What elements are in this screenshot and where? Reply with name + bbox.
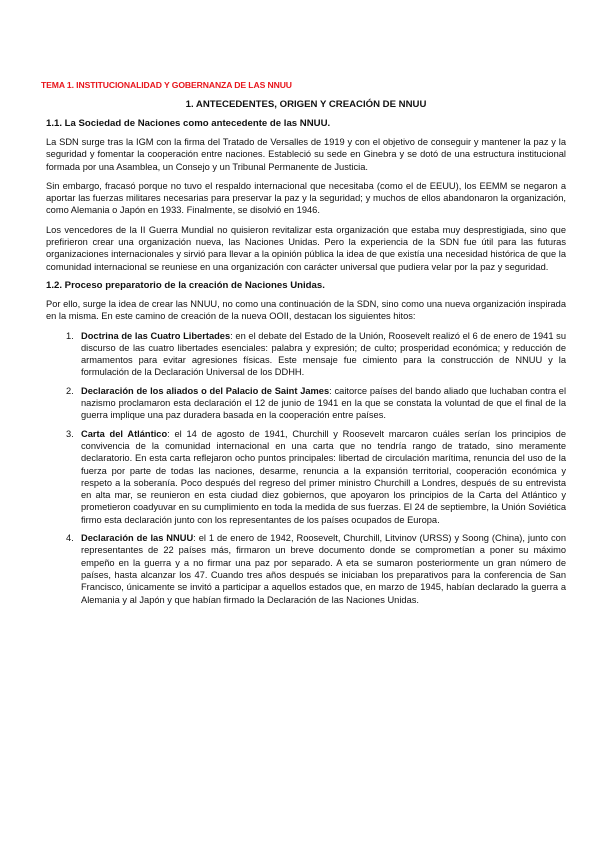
list-item-number: 1. — [66, 330, 74, 341]
list-item — [46, 385, 566, 422]
subsection-1-1-title: 1.1. La Sociedad de Naciones como antecedente de las NNUU. — [46, 118, 331, 129]
list-item-number: 3. — [66, 428, 74, 439]
subsection-1-2-title: 1.2. Proceso preparatorio de la creación de Naciones Unidas. — [46, 279, 325, 291]
paragraph-sdn-origin: La SDN surge tras la IGM con la firma del Tratado de Versalles de 1919 y con el objetivo de conseguir y mantener la paz y la seguridad y fomentar la cooperación entre naciones. Estableció su sede en Ginebra y se dotó de una estructura institucional formada por una Asamblea, un Consejo y un Tribunal Permanente de Justicia. — [46, 137, 566, 172]
list-item-term: Doctrina de las Cuatro Libertades — [81, 330, 231, 341]
paragraph-nnuu-intro: Por ello, surge la idea de crear las NNUU, no como una continuación de la SDN, sino como una nueva organización inspirada en la misma. En este camino de creación de la nueva OOII, destacan los siguientes hitos: — [46, 298, 566, 322]
list-item-number: 4. — [66, 533, 74, 544]
milestones-list — [46, 330, 566, 606]
paragraph-sdn-failure: Sin embargo, fracasó porque no tuvo el respaldo internacional que necesitaba (como el de EEUU), los EEMM se negaron a aportar las fuerzas militares necesarias para preservar la paz y la seguridad; y muchos de ellos abandonaron la organización, como Alemania o Japón en 1933. Finalmente, se disolvió en 1946. — [46, 180, 566, 216]
list-item-term: Declaración de los aliados o del Palacio de Saint James — [81, 385, 330, 396]
list-item-text: : el 1 de enero de 1942, Roosevelt, Churchill, Litvinov (URSS) y Soong (China), junto con representantes de 22 países más, firmaron un breve documento donde se comprometían a poner su máximo empeño en la guerra y a no firmar una paz por separado. A eta se sumaron posteriormente un gran número de países, hasta alcanzar los 47. Cuando tres años después se iniciaban los preparativos para la conferencia de San Francisco, únicamente se invitó a participar a aquellos estados que, en marzo de 1945, habían declarado la guerra a Alemania y al Japón y que habían firmado la Declaración de las Naciones Unidas. — [81, 533, 566, 605]
list-item-term: Declaración de las NNUU — [81, 533, 194, 544]
list-item-text: : el 14 de agosto de 1941, Churchill y Roosevelt marcaron cuáles serían los principios de convivencia de la comunidad internacional en una carta que no tendría rango de tratado, sino meramente declaratorio. En esta carta reflejaron ocho puntos principales: libertad de circulación marítima, renuncia del uso de la fuerza por parte de todas las naciones, desarme, renuncia a la expansión territorial, cooperación económica y respeto a la soberanía. Poco después del regreso del primer ministro Churchill a Londres, después de su entrevista en alta mar, se reunieron en esta ciudad diez gobiernos, que apoyaron los principios de la Carta del Atlántico y prometieron coadyuvar en su cumplimiento en toda la medida de sus fuerzas. El 24 de septiembre, la Unión Soviética firmo esta declaración junto con los representantes de los países ocupados de Europa. — [81, 428, 566, 525]
list-item-text: : en el debate del Estado de la Unión, Roosevelt realizó el 6 de enero de 1941 su discurso de las cuatro libertades esenciales: palabra y expresión; de culto; prosperidad económica; y reducción de armamentos para evitar agresiones físicas. Este mensaje fue cimiento para la construcción de NNUU y la formulación de la Declaración Universal de los DDHH. — [81, 330, 566, 378]
list-item-text: : caitorce países del bando aliado que luchaban contra el nazismo proclamaron esta declaración el 12 de junio de 1941 en la que se constata la voluntad de que el final de la guerra implique una paz duradera basada en la cooperación entre países. — [81, 385, 567, 421]
list-item — [46, 330, 566, 379]
list-item — [46, 428, 566, 526]
list-item — [46, 532, 566, 606]
section-title: 1. ANTECEDENTES, ORIGEN Y CREACIÓN DE NNUU — [185, 99, 427, 110]
tema-heading: TEMA 1. INSTITUCIONALIDAD Y GOBERNANZA DE LAS NNUU — [41, 80, 292, 90]
paragraph-sdn-legacy: Los vencedores de la II Guerra Mundial no quisieron revitalizar esta organización que estaba muy desprestigiada, sino que prefirieron crear una organización nueva, las Naciones Unidas. Pero la experiencia de la SDN fue útil para las futuras organizaciones internacionales y sirvió para llevar a la opinión pública la idea de que existía una necesidad histórica de que la comunidad internacional se reuniese en una organización con carácter universal que pudiera velar por la paz y seguridad. — [46, 224, 566, 272]
list-item-term: Carta del Atlántico — [81, 428, 168, 439]
list-item-number: 2. — [66, 385, 74, 396]
